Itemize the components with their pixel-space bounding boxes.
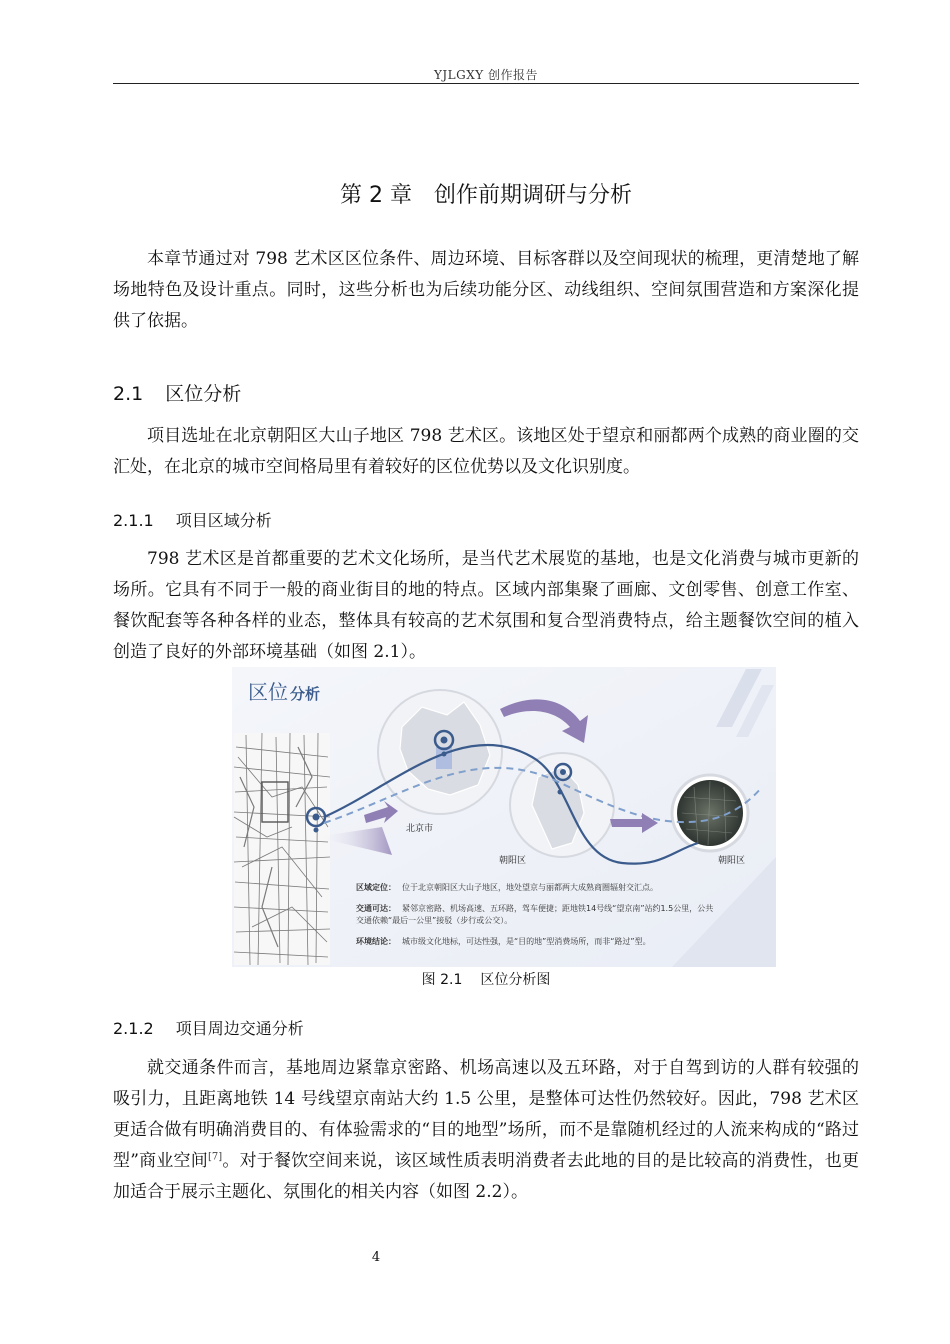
traffic-line-b: 交通依赖“最后一公里”接驳（步行或公交）。 [356, 916, 513, 925]
street-map [234, 733, 330, 965]
location-analysis-figure [232, 667, 776, 967]
chaoyang-right-label: 朝阳区 [718, 856, 746, 866]
chapter-intro: 本章节通过对 798 艺术区区位条件、周边环境、目标客群以及空间现状的梳理，更清楚地了解场地特色及设计重点。同时，这些分析也为后续功能分区、动线组织、空间氛围营造和方案深化提供了依据。 [113, 249, 859, 331]
section-title: 项目区域分析 [175, 511, 272, 530]
section-number: 2.1.2 [113, 1019, 154, 1038]
chaoyang-mid-label: 朝阳区 [499, 856, 527, 866]
traffic-line-a: 交通可达： 紧邻京密路、机场高速、五环路，驾车便捷；距地铁14号线“望京南”站约1.5公里，公共 [356, 904, 714, 913]
figure-number: 图 2.1 [421, 972, 463, 988]
citation[interactable]: [7] [207, 1151, 223, 1163]
section-2-1-2-text [113, 1053, 859, 1208]
section-2-1-1-text: 798 艺术区是首都重要的艺术文化场所，是当代艺术展览的基地，也是文化消费与城市更新的场所。它具有不同于一般的商业街目的地的特点。区域内部集聚了画廊、文创零售、创意工作室、餐饮配套等各种各样的业态，整体具有较高的艺术氛围和复合型消费特点，给主题餐饮空间的植入创造了良好的外部环境基础（如图 2.1）。 [113, 549, 859, 662]
section-title: 区位分析 [165, 383, 242, 405]
section-2-1-text: 项目选址在北京朝阳区大山子地区 798 艺术区。该地区处于望京和丽都两个成熟的商业圈的交汇处，在北京的城市空间格局里有着较好的区位优势以及文化识别度。 [113, 426, 859, 477]
figure-caption-text: 区位分析图 [480, 972, 551, 988]
beijing-label: 北京市 [406, 824, 434, 834]
chapter-title: 第 2 章 创作前期调研与分析 [340, 183, 632, 208]
section-heading-2-1 [113, 379, 241, 406]
figure-title-bold: 分析 [290, 685, 321, 703]
figure-title-light: 区位 [248, 680, 288, 704]
section-number: 2.1 [113, 383, 144, 405]
page-number: 4 [371, 1250, 381, 1265]
section-title: 项目周边交通分析 [175, 1019, 304, 1038]
page-header: YJLGXY 创作报告 [433, 68, 539, 82]
beijing-core [436, 747, 452, 769]
section-heading-2-1-1 [113, 508, 272, 531]
header-divider [113, 83, 859, 84]
section-heading-2-1-2 [113, 1016, 304, 1039]
paragraph-part-a: 就交通条件而言，基地周边紧靠京密路、机场高速以及五环路，对于自驾到访的人群有较强的吸引力，且距离地铁 14 号线望京南站大约 1.5 公里，是整体可达性仍然较好。因此，798 艺术区更适合做有明确消费目的、有体验需求的“目的地型”场所，而不是靠随机经过的人流来构成的“路过型”商业空间 [113, 1058, 859, 1171]
conclusion-line: 环境结论： 城市级文化地标，可达性强，是“目的地”型消费场所，而非“路过”型。 [356, 937, 651, 946]
paragraph-part-b: 。对于餐饮空间来说，该区域性质表明消费者去此地的目的是比较高的消费性，也更加适合于展示主题化、氛围化的相关内容（如图 2.2）。 [113, 1151, 859, 1202]
figure-caption [113, 969, 859, 989]
section-number: 2.1.1 [113, 511, 154, 530]
positioning-line: 区域定位： 位于北京朝阳区大山子地区，地处望京与丽都两大成熟商圈辐射交汇点。 [356, 883, 658, 892]
